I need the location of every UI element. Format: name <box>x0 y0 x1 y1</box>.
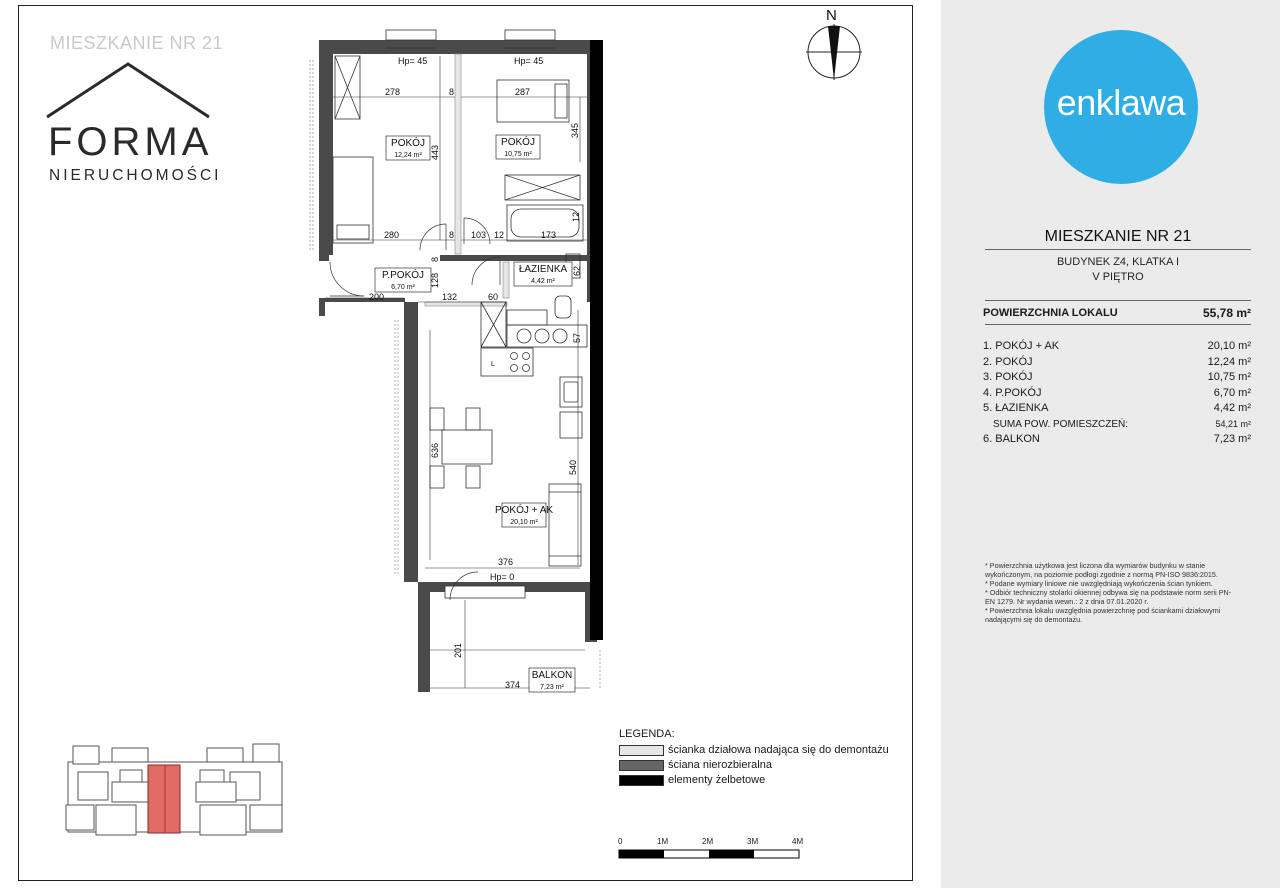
legend-title: LEGENDA: <box>619 728 675 740</box>
svg-text:128: 128 <box>430 272 440 288</box>
legend-swatch <box>619 745 664 756</box>
svg-text:443: 443 <box>430 144 440 160</box>
scale-bar <box>619 850 799 858</box>
apartment-highlight <box>148 765 180 833</box>
svg-text:540: 540 <box>568 459 578 475</box>
compass-north-label: N <box>826 7 837 24</box>
svg-text:7,23 m²: 7,23 m² <box>540 684 564 691</box>
svg-text:8: 8 <box>449 230 455 240</box>
room-area-list <box>983 339 1251 448</box>
scale-label: 1M <box>657 837 669 846</box>
logo-brand: FORMA <box>48 120 213 164</box>
svg-text:8: 8 <box>430 256 440 262</box>
svg-text:12,24 m²: 12,24 m² <box>394 152 422 159</box>
scale-label: 0 <box>618 837 623 846</box>
svg-text:60: 60 <box>488 292 499 302</box>
svg-text:4,42 m²: 4,42 m² <box>531 278 555 285</box>
concrete-wall <box>590 40 603 640</box>
divider <box>985 300 1251 301</box>
enklawa-logo <box>1044 30 1198 184</box>
legend-item-demountable: ścianka działowa nadająca się do demontażu <box>619 744 889 756</box>
enklawa-logo-text: enklawa <box>1056 82 1186 123</box>
svg-text:POKÓJ + AK: POKÓJ + AK <box>494 505 554 516</box>
total-area-label: POWIERZCHNIA LOKALU <box>983 307 1118 319</box>
room-area-row: 2. POKÓJ 12,24 m² <box>983 355 1251 368</box>
footnotes: * Powierzchnia użytkowa jest liczona dla wymiarów budynku w stanie wykończonym, na poziomie podłogi zgodnie z normą PN-ISO 9836:2015. * Podane wymiary liniowe nie uwzględniają wykończenia ścian tynkiem. * Odbiór techniczny stolarki okiennej odbywa się na podstawie norm serii PN-EN 1279. Nr wydania wewn.: 2 z dnia 07.01.2020 r. * Powierzchnia lokalu uwzględnia powierzchnię pod ściankami działowymi nadającymi się do demontażu. <box>985 561 1232 624</box>
svg-text:132: 132 <box>442 292 458 302</box>
room-area-row: 5. ŁAZIENKA 4,42 m² <box>983 402 1251 414</box>
svg-text:103: 103 <box>471 230 487 240</box>
svg-text:Hp= 45: Hp= 45 <box>398 56 428 66</box>
partition-walls <box>425 54 509 306</box>
svg-text:BALKON: BALKON <box>531 670 573 681</box>
svg-text:280: 280 <box>384 230 400 240</box>
legend-swatch <box>619 775 664 786</box>
scale-label: 3M <box>747 837 759 846</box>
apartment-info-panel <box>941 0 1280 888</box>
svg-text:P.POKÓJ: P.POKÓJ <box>381 270 425 281</box>
svg-text:374: 374 <box>505 680 521 690</box>
floor-label: V PIĘTRO <box>1092 271 1144 283</box>
room-area-row: 4. P.POKÓJ 6,70 m² <box>983 386 1251 399</box>
logo-subtitle: NIERUCHOMOŚCI <box>49 167 222 184</box>
svg-text:POKÓJ: POKÓJ <box>501 137 535 148</box>
total-area-value: 55,78 m² <box>1202 306 1251 320</box>
svg-text:62: 62 <box>572 265 582 276</box>
svg-text:L: L <box>491 361 495 368</box>
apartment-title: MIESZKANIE NR 21 <box>1044 228 1192 245</box>
divider <box>985 324 1251 325</box>
svg-text:287: 287 <box>515 87 531 97</box>
svg-text:POKÓJ: POKÓJ <box>391 138 425 149</box>
svg-text:Hp= 45: Hp= 45 <box>514 56 544 66</box>
room-area-row: 6. BALKON 7,23 m² <box>983 433 1251 445</box>
svg-text:636: 636 <box>430 442 440 458</box>
svg-text:20,10 m²: 20,10 m² <box>510 519 538 526</box>
room-area-row: 1. POKÓJ + AK 20,10 m² <box>983 340 1251 352</box>
building-label: BUDYNEK Z4, KLATKA I <box>1056 256 1180 268</box>
svg-text:12: 12 <box>571 211 581 222</box>
legend-item-concrete: elementy żelbetowe <box>619 774 765 786</box>
svg-text:Hp= 0: Hp= 0 <box>490 572 515 582</box>
room-area-row: 3. POKÓJ 10,75 m² <box>983 371 1251 383</box>
svg-text:8: 8 <box>449 87 455 97</box>
svg-text:ŁAZIENKA: ŁAZIENKA <box>518 264 568 275</box>
rooms-sum-row: SUMA POW. POMIESZCZEŃ: 54,21 m² <box>993 418 1251 430</box>
logo-apartment-label: MIESZKANIE NR 21 <box>50 33 224 53</box>
scale-label: 2M <box>702 837 714 846</box>
compass-icon <box>806 24 862 80</box>
svg-text:173: 173 <box>541 230 557 240</box>
scale-label: 4M <box>792 837 804 846</box>
svg-text:201: 201 <box>453 642 463 658</box>
svg-text:278: 278 <box>385 87 401 97</box>
divider <box>985 249 1251 250</box>
svg-text:10,75 m²: 10,75 m² <box>504 151 532 158</box>
legend-swatch <box>619 760 664 771</box>
svg-text:376: 376 <box>498 557 514 567</box>
svg-text:200: 200 <box>369 292 385 302</box>
svg-text:6,70 m²: 6,70 m² <box>391 284 415 291</box>
svg-text:345: 345 <box>570 122 580 138</box>
svg-text:12: 12 <box>494 230 505 240</box>
svg-text:57: 57 <box>572 332 582 343</box>
legend-item-structural: ściana nierozbieralna <box>619 759 772 771</box>
